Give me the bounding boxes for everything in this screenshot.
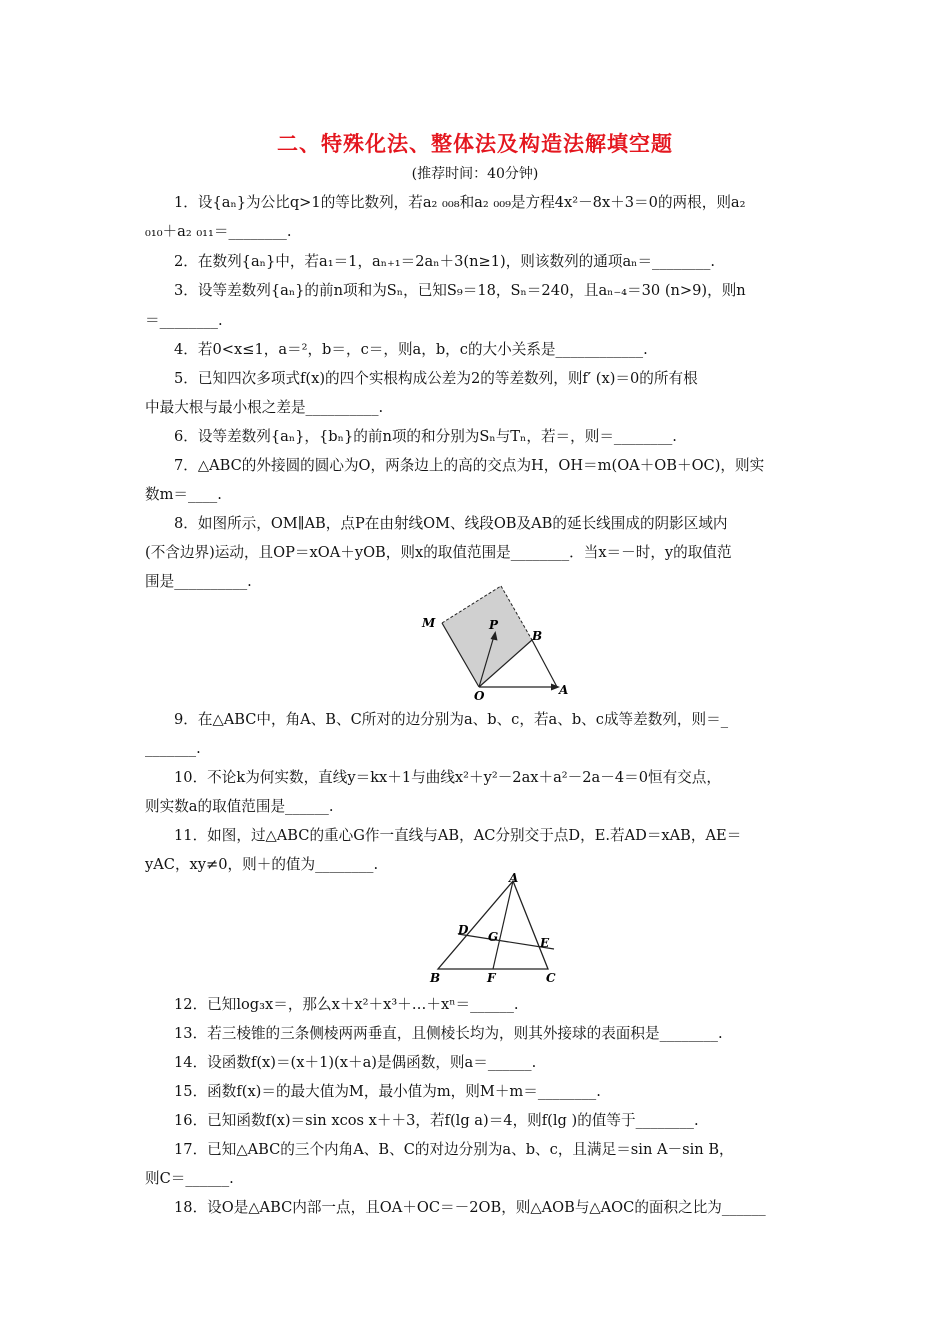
problem-17-line-1: 17．已知△ABC的三个内角A、B、C的对边分别为a、b、c，且满足＝sin A－sin B， [174,1141,734,1158]
problem-8-line-1: 8．如图所示，OM∥AB，点P在由射线OM、线段OB及AB的延长线围成的阴影区域内 [174,515,728,532]
triangle-abc [438,881,548,969]
page-title: 二、特殊化法、整体法及构造法解填空题 [277,132,673,156]
problem-12-line-1: 12．已知log₃x＝，那么x＋x²＋x³＋…＋xⁿ＝______. [174,996,519,1013]
label-c: C [546,971,556,985]
problem-7-line-1: 7．△ABC的外接圆的圆心为O，两条边上的高的交点为H，OH＝m(OA＋OB＋OC)，则实 [174,457,765,474]
problem-4-line-1: 4．若0<x≤1，a＝²，b＝，c＝，则a，b，c的大小关系是____________. [174,341,648,358]
problem-14-line-1: 14．设函数f(x)＝(x＋1)(x＋a)是偶函数，则a＝______. [174,1054,537,1071]
problem-13-line-1: 13．若三棱锥的三条侧棱两两垂直，且侧棱长均为，则其外接球的表面积是________. [174,1025,723,1042]
label-a: A [509,871,519,885]
shaded-region [442,586,532,687]
problem-3-line-2: ＝________. [145,312,223,329]
problem-16-line-1: 16．已知函数f(x)＝sin xcos x＋＋3，若f(lg a)＝4，则f(lg )的值等于________. [174,1112,699,1129]
figure-vector-region [412,583,582,703]
problem-3-line-1: 3．设等差数列{aₙ}的前n项和为Sₙ，已知S₉＝18，Sₙ＝240，且aₙ₋₄＝30 (n>9)，则n [174,282,746,299]
problem-1-line-2: ₀₁₀＋a₂ ₀₁₁＝________. [145,223,292,240]
problem-11-line-1: 11．如图，过△ABC的重心G作一直线与AB，AC分别交于点D，E.若AD＝xAB，AE＝ [174,827,742,844]
problem-10-line-2: 则实数a的取值范围是______. [145,798,334,815]
label-d: D [458,923,469,937]
label-b: B [532,629,543,643]
figure-triangle-centroid [418,868,568,988]
median-af [493,881,513,969]
problem-8-line-3: 围是__________. [145,573,252,590]
problem-9-line-1: 9．在△ABC中，角A、B、C所对的边分别为a、b、c，若a、b、c成等差数列，则＝_ [174,711,728,728]
problem-15-line-1: 15．函数f(x)＝的最大值为M，最小值为m，则M＋m＝________. [174,1083,601,1100]
label-a: A [559,683,569,697]
label-f: F [487,971,496,985]
label-p: P [489,618,499,632]
segment-ba [532,640,557,687]
label-b: B [430,971,441,985]
label-e: E [540,936,550,950]
problem-11-line-2: yAC，xy≠0，则＋的值为________. [145,856,379,873]
problem-5-line-2: 中最大根与最小根之差是__________. [145,399,384,416]
page-subtitle: (推荐时间：40分钟) [411,166,539,182]
problem-10-line-1: 10．不论k为何实数，直线y＝kx＋1与曲线x²＋y²－2ax＋a²－2a－4＝0恒有交点， [174,769,721,786]
label-g: G [488,930,499,944]
problem-6-line-1: 6．设等差数列{aₙ}，{bₙ}的前n项的和分别为Sₙ与Tₙ，若＝，则＝________. [174,428,677,445]
problem-5-line-1: 5．已知四次多项式f(x)的四个实根构成公差为2的等差数列，则f′ (x)＝0的所有根 [174,370,698,387]
label-o: O [474,689,485,703]
problem-1-line-1: 1．设{aₙ}为公比q>1的等比数列，若a₂ ₀₀₈和a₂ ₀₀₉是方程4x²－8x＋3＝0的两根，则a₂ [174,194,746,211]
label-m: M [422,616,436,630]
problem-7-line-2: 数m＝____. [145,486,222,503]
problem-8-line-2: (不含边界)运动，且OP＝xOA＋yOB，则x的取值范围是________．当x＝－时，y的取值范 [145,544,732,561]
problem-9-line-2: _______. [145,740,201,757]
problem-2-line-1: 2．在数列{aₙ}中，若a₁＝1，aₙ₊₁＝2aₙ＋3(n≥1)，则该数列的通项aₙ＝________. [174,253,716,270]
problem-17-line-2: 则C＝______. [145,1170,234,1187]
problem-18-line-1: 18．设O是△ABC内部一点，且OA＋OC＝－2OB，则△AOB与△AOC的面积之比为______ [174,1199,766,1216]
